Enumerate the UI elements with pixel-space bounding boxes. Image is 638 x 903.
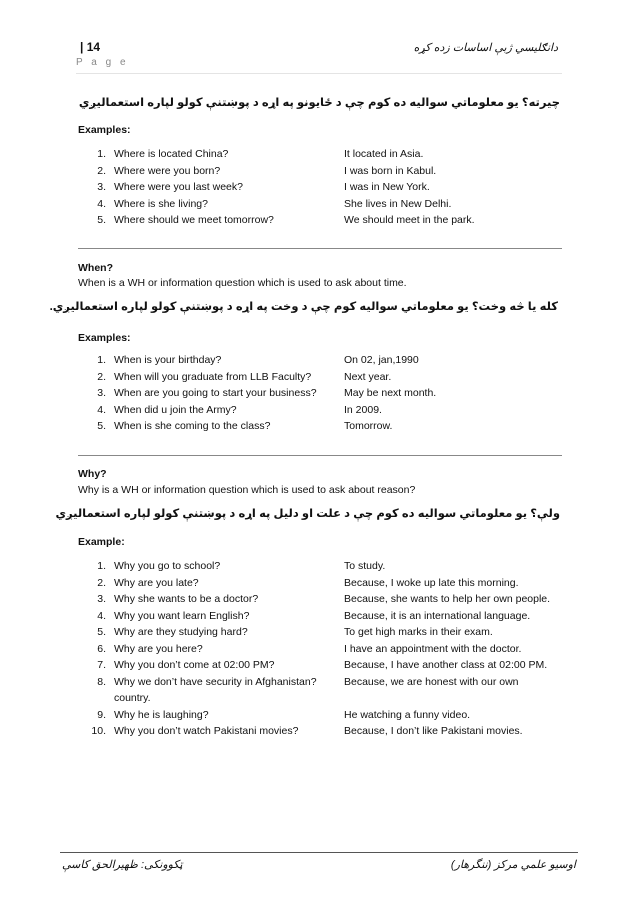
item-question: Why she wants to be a doctor? (114, 593, 259, 605)
item-answer: To study. (344, 560, 386, 572)
list-item (78, 608, 568, 625)
footer-author: ټکوونکی: ظهیرالحق کاسې (62, 859, 183, 871)
list-item (78, 163, 568, 180)
item-answer: I have an appointment with the doctor. (344, 642, 522, 655)
item-answer: We should meet in the park. (344, 214, 475, 226)
item-answer: She lives in New Delhi. (344, 197, 452, 210)
item-question: When is your birthday? (114, 354, 222, 366)
item-answer: To get high marks in their exam. (344, 626, 493, 638)
item-question: When did u join the Army? (114, 403, 237, 416)
item-answer: Because, we are honest with our own (344, 675, 519, 688)
page-number: | 14 (80, 40, 101, 54)
item-number: 1. (97, 354, 106, 366)
item-question: Why you want learn English? (114, 609, 250, 622)
list-item (78, 146, 568, 163)
list-item (78, 385, 568, 402)
why-description: Why is a WH or information question which is used to ask about reason? (78, 484, 416, 496)
page-label: P a g e (76, 57, 129, 68)
list-item (78, 723, 568, 740)
list-item (78, 674, 568, 707)
where-examples-label: Examples: (78, 124, 131, 136)
list-item (78, 558, 568, 575)
item-number: 3. (97, 593, 106, 605)
item-question (114, 674, 344, 707)
item-answer: Next year. (344, 370, 392, 383)
item-number: 5. (97, 214, 106, 226)
list-item (78, 402, 568, 419)
item-number: 3. (97, 181, 106, 193)
item-question: Why you don’t watch Pakistani movies? (114, 725, 299, 737)
when-urdu-line: کله یا څه وخت؟ یو معلوماتي سوالیه کوم چې د وخت په اړه د پوښتنې کولو لپاره استعمالیږي. (49, 301, 558, 313)
where-examples-list (78, 146, 568, 229)
item-number: 8. (97, 675, 106, 688)
item-question: Why are they studying hard? (114, 626, 248, 638)
list-item (78, 641, 568, 658)
header-title: دانګلیسي ژبې اساسات زده کړه (413, 42, 558, 54)
item-question: When are you going to start your business? (114, 387, 317, 399)
section-divider (78, 455, 562, 456)
item-number: 2. (97, 164, 106, 177)
item-answer: He watching a funny video. (344, 708, 471, 721)
when-description: When is a WH or information question which is used to ask about time. (78, 277, 407, 289)
list-item (78, 624, 568, 641)
item-answer: Because, it is an international language. (344, 609, 531, 622)
item-number: 2. (97, 370, 106, 383)
list-item (78, 707, 568, 724)
list-item (78, 369, 568, 386)
footer-divider (60, 852, 578, 853)
why-examples-label: Example: (78, 536, 125, 548)
item-answer: I was born in Kabul. (344, 164, 437, 177)
section-divider (78, 248, 562, 249)
item-question: Where should we meet tomorrow? (114, 214, 274, 226)
item-answer: Because, I have another class at 02:00 PM. (344, 659, 548, 671)
when-examples-list (78, 352, 568, 435)
item-answer: Because, I woke up late this morning. (344, 576, 519, 589)
item-answer: May be next month. (344, 387, 437, 399)
item-question: Why are you here? (114, 642, 203, 655)
item-question-continuation: country. (114, 692, 151, 704)
item-question: Why you don’t come at 02:00 PM? (114, 659, 275, 671)
item-number: 1. (97, 148, 106, 160)
list-item (78, 212, 568, 229)
item-question: When will you graduate from LLB Faculty? (114, 370, 312, 383)
when-examples-label: Examples: (78, 332, 131, 344)
list-item (78, 418, 568, 435)
item-question: Why he is laughing? (114, 708, 209, 721)
item-question: Where is located China? (114, 148, 229, 160)
where-urdu-line: چیرته؟ یو معلوماتي سوالیه ده کوم چې د ځایونو په اړه د پوښتنې کولو لپاره استعمالیږي (78, 97, 560, 109)
item-question: When is she coming to the class? (114, 420, 271, 432)
list-item (78, 196, 568, 213)
item-number: 10. (91, 725, 106, 737)
item-question: Why you go to school? (114, 560, 221, 572)
why-heading: Why? (78, 468, 107, 480)
item-answer: I was in New York. (344, 181, 430, 193)
item-number: 3. (97, 387, 106, 399)
item-number: 6. (97, 642, 106, 655)
list-item (78, 179, 568, 196)
item-number: 2. (97, 576, 106, 589)
item-question: Why are you late? (114, 576, 199, 589)
header-divider (76, 73, 562, 74)
item-answer: Tomorrow. (344, 420, 393, 432)
item-number: 7. (97, 659, 106, 671)
item-answer: Because, she wants to help her own people. (344, 593, 551, 605)
item-answer: In 2009. (344, 403, 382, 416)
item-question: Where is she living? (114, 197, 208, 210)
why-examples-list (78, 558, 568, 740)
why-urdu-line: ولې؟ یو معلوماتي سوالیه ده کوم چې د علت او دلیل په اړه د پوښتنې کولو لپاره استعمالیږي (55, 508, 560, 520)
when-heading: When? (78, 262, 113, 274)
footer-organization: اوسیو علمي مرکز (ننگرهار) (450, 859, 576, 871)
item-number: 4. (97, 403, 106, 416)
item-question: Where were you last week? (114, 181, 243, 193)
list-item (78, 591, 568, 608)
item-number: 1. (97, 560, 106, 572)
item-answer: Because, I don’t like Pakistani movies. (344, 725, 523, 737)
item-question: Where were you born? (114, 164, 221, 177)
item-number: 4. (97, 197, 106, 210)
item-answer: It located in Asia. (344, 148, 424, 160)
item-number: 5. (97, 626, 106, 638)
item-number: 5. (97, 420, 106, 432)
list-item (78, 657, 568, 674)
item-number: 4. (97, 609, 106, 622)
list-item (78, 575, 568, 592)
item-number: 9. (97, 708, 106, 721)
item-question-line: Why we don’t have security in Afghanistan? (114, 675, 317, 688)
list-item (78, 352, 568, 369)
item-answer: On 02, jan,1990 (344, 354, 419, 366)
